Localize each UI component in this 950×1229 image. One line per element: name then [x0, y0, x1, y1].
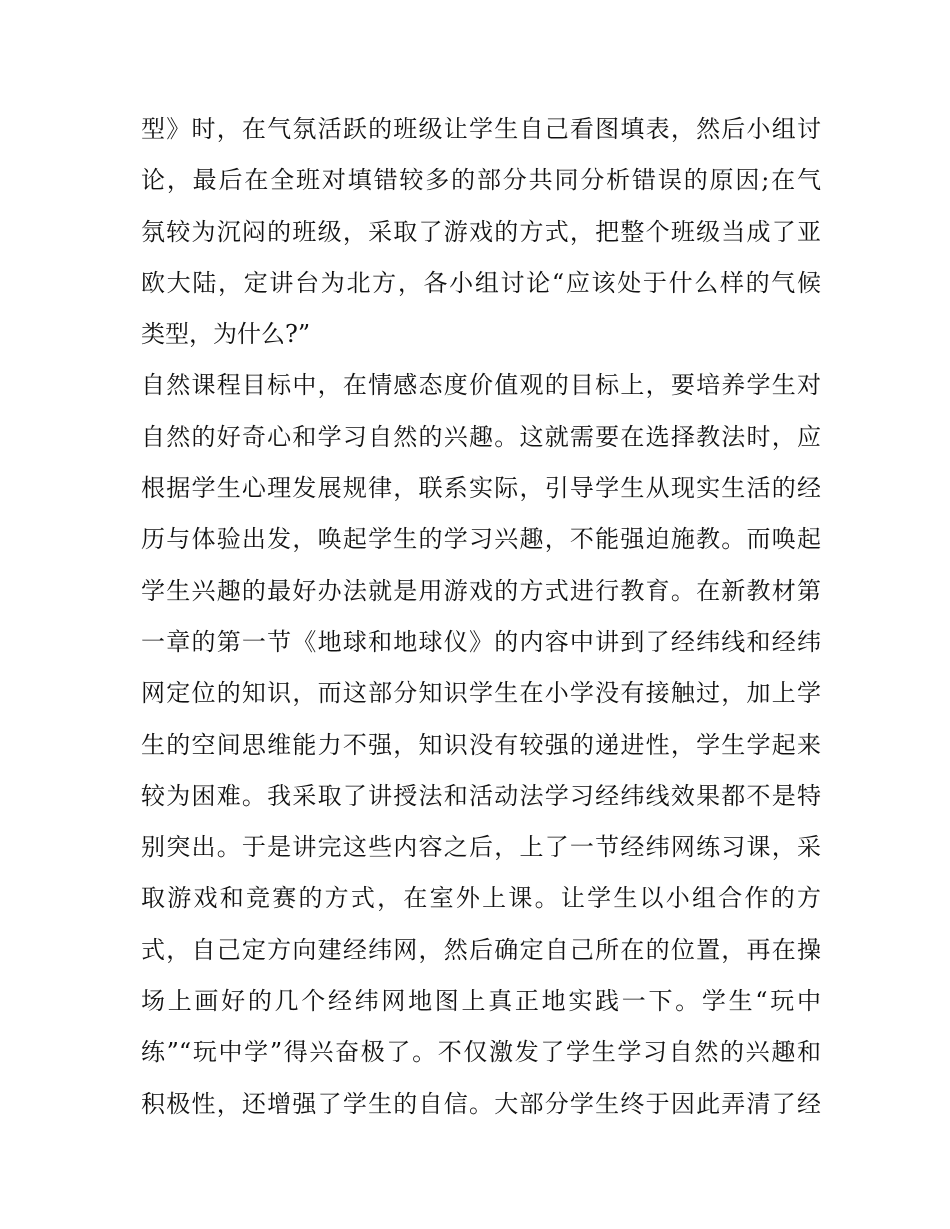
paragraph-1	[141, 104, 821, 360]
text-line: 类型，为什么?”	[141, 320, 311, 349]
text-line: 取游戏和竞赛的方式，在室外上课。让学生以小组合作的方	[141, 884, 821, 913]
text-line: 根据学生心理发展规律，联系实际，引导学生从现实生活的经	[141, 474, 821, 503]
text-line: 型》时，在气氛活跃的班级让学生自己看图填表，然后小组讨	[141, 115, 821, 143]
document-body	[141, 104, 821, 1130]
text-line: 学生兴趣的最好办法就是用游戏的方式进行教育。在新教材第	[141, 576, 821, 605]
text-line: 氛较为沉闷的班级，采取了游戏的方式，把整个班级当成了亚	[141, 217, 821, 246]
text-line: 练”“玩中学”得兴奋极了。不仅激发了学生学习自然的兴趣和	[141, 1038, 821, 1067]
text-line: 欧大陆，定讲台为北方，各小组讨论“应该处于什么样的气候	[141, 268, 821, 297]
text-line: 自然的好奇心和学习自然的兴趣。这就需要在选择教法时，应	[141, 422, 821, 451]
text-line: 式，自己定方向建经纬网，然后确定自己所在的位置，再在操	[141, 935, 821, 964]
text-line: 论，最后在全班对填错较多的部分共同分析错误的原因;在气	[141, 166, 821, 195]
text-line: 自然课程目标中，在情感态度价值观的目标上，要培养学生对	[141, 371, 821, 400]
text-line: 较为困难。我采取了讲授法和活动法学习经纬线效果都不是特	[141, 781, 821, 810]
text-line: 历与体验出发，唤起学生的学习兴趣，不能强迫施教。而唤起	[141, 525, 821, 554]
text-line: 别突出。于是讲完这些内容之后，上了一节经纬网练习课，采	[141, 833, 821, 862]
text-line: 生的空间思维能力不强，知识没有较强的递进性，学生学起来	[141, 730, 821, 759]
text-line: 积极性，还增强了学生的自信。大部分学生终于因此弄清了经	[141, 1089, 821, 1118]
text-line: 一章的第一节《地球和地球仪》的内容中讲到了经纬线和经纬	[141, 627, 821, 656]
text-line: 网定位的知识，而这部分知识学生在小学没有接触过，加上学	[141, 679, 821, 708]
paragraph-2	[141, 360, 821, 1129]
text-line: 场上画好的几个经纬网地图上真正地实践一下。学生“玩中	[141, 987, 821, 1016]
